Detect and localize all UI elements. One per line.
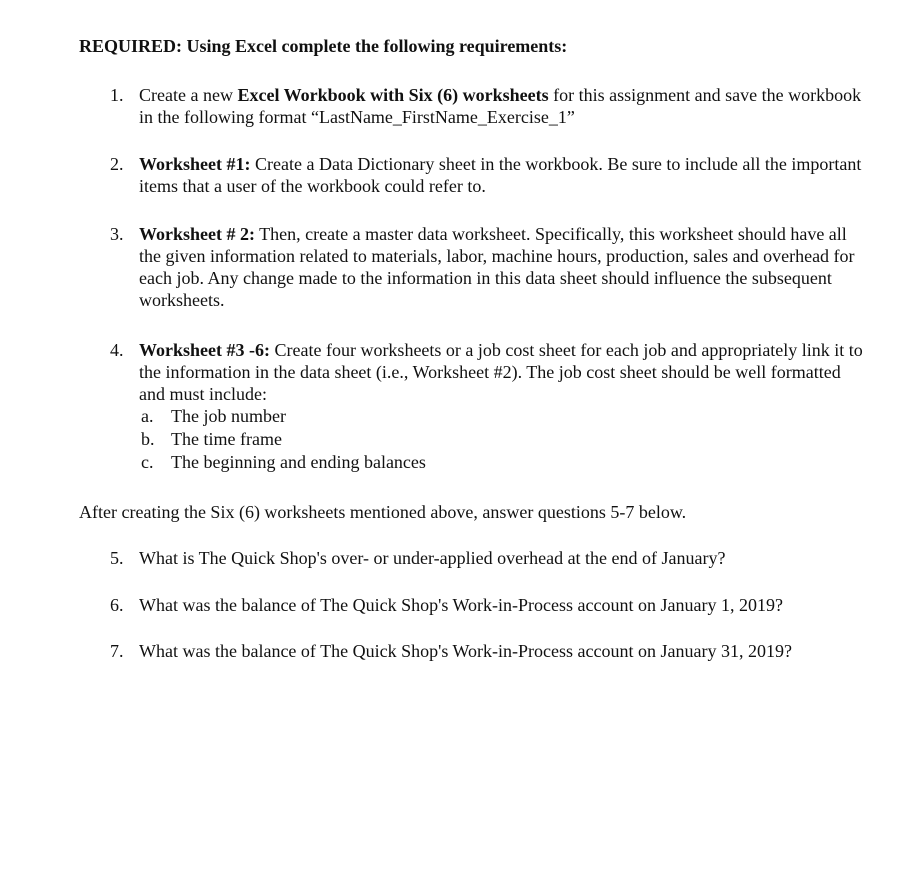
sub-item-text: The time frame xyxy=(171,429,282,449)
item-number: 2. xyxy=(110,154,124,174)
item-body xyxy=(139,339,870,405)
requirement-item-4 xyxy=(110,339,870,474)
item-bold-text: Worksheet # 2: xyxy=(139,224,255,244)
requirement-item-2 xyxy=(110,153,870,197)
page-heading: REQUIRED: Using Excel complete the following requirements: xyxy=(79,36,568,56)
item-body xyxy=(139,84,870,128)
item-text: What was the balance of The Quick Shop's Work-in-Process account on January 31, 2019? xyxy=(139,641,792,661)
item-text: Then, create a master data worksheet. Specifically, this worksheet should have all the given information related to materials, labor, machine hours, production, sales and overhead for each job. Any change made to the information in this data sheet should influence the subsequent worksheets. xyxy=(139,224,855,310)
sub-item-text: The beginning and ending balances xyxy=(171,452,426,472)
item-text: Create four worksheets or a job cost sheet for each job and appropriately link it to the information in the data sheet (i.e., Worksheet #2). The job cost sheet should be well formatted and must include: xyxy=(139,340,863,404)
item-number: 7. xyxy=(110,641,124,661)
sub-list xyxy=(110,405,870,474)
sub-item-letter: a. xyxy=(141,406,154,426)
item-text: for this assignment and save the workbook in the following format “LastName_FirstName_Exercise_1” xyxy=(139,85,862,127)
questions-intro: After creating the Six (6) worksheets mentioned above, answer questions 5-7 below. xyxy=(79,502,687,522)
sub-item xyxy=(110,428,870,451)
item-text: What was the balance of The Quick Shop's Work-in-Process account on January 1, 2019? xyxy=(139,595,783,615)
sub-item-letter: b. xyxy=(141,429,155,449)
item-text: What is The Quick Shop's over- or under-applied overhead at the end of January? xyxy=(139,548,726,568)
sub-item-text: The job number xyxy=(171,406,286,426)
requirement-item-3 xyxy=(110,223,870,311)
sub-item xyxy=(110,451,870,474)
item-bold-text: Excel Workbook with Six (6) worksheets xyxy=(237,85,549,105)
item-number: 5. xyxy=(110,548,124,568)
item-lead-text: Create a new xyxy=(139,85,238,105)
item-bold-text: Worksheet #1: xyxy=(139,154,251,174)
item-body xyxy=(139,153,870,197)
sub-item-letter: c. xyxy=(141,452,154,472)
requirement-item-1 xyxy=(110,84,870,128)
item-bold-text: Worksheet #3 -6: xyxy=(139,340,270,360)
item-number: 3. xyxy=(110,224,124,244)
sub-item xyxy=(110,405,870,428)
question-item-5 xyxy=(110,547,870,569)
item-number: 6. xyxy=(110,595,124,615)
item-body xyxy=(139,223,870,311)
item-number: 4. xyxy=(110,340,124,360)
question-item-6 xyxy=(110,594,870,616)
item-text: Create a Data Dictionary sheet in the workbook. Be sure to include all the important items that a user of the workbook could refer to. xyxy=(139,154,862,196)
question-item-7 xyxy=(110,640,870,662)
item-number: 1. xyxy=(110,85,124,105)
